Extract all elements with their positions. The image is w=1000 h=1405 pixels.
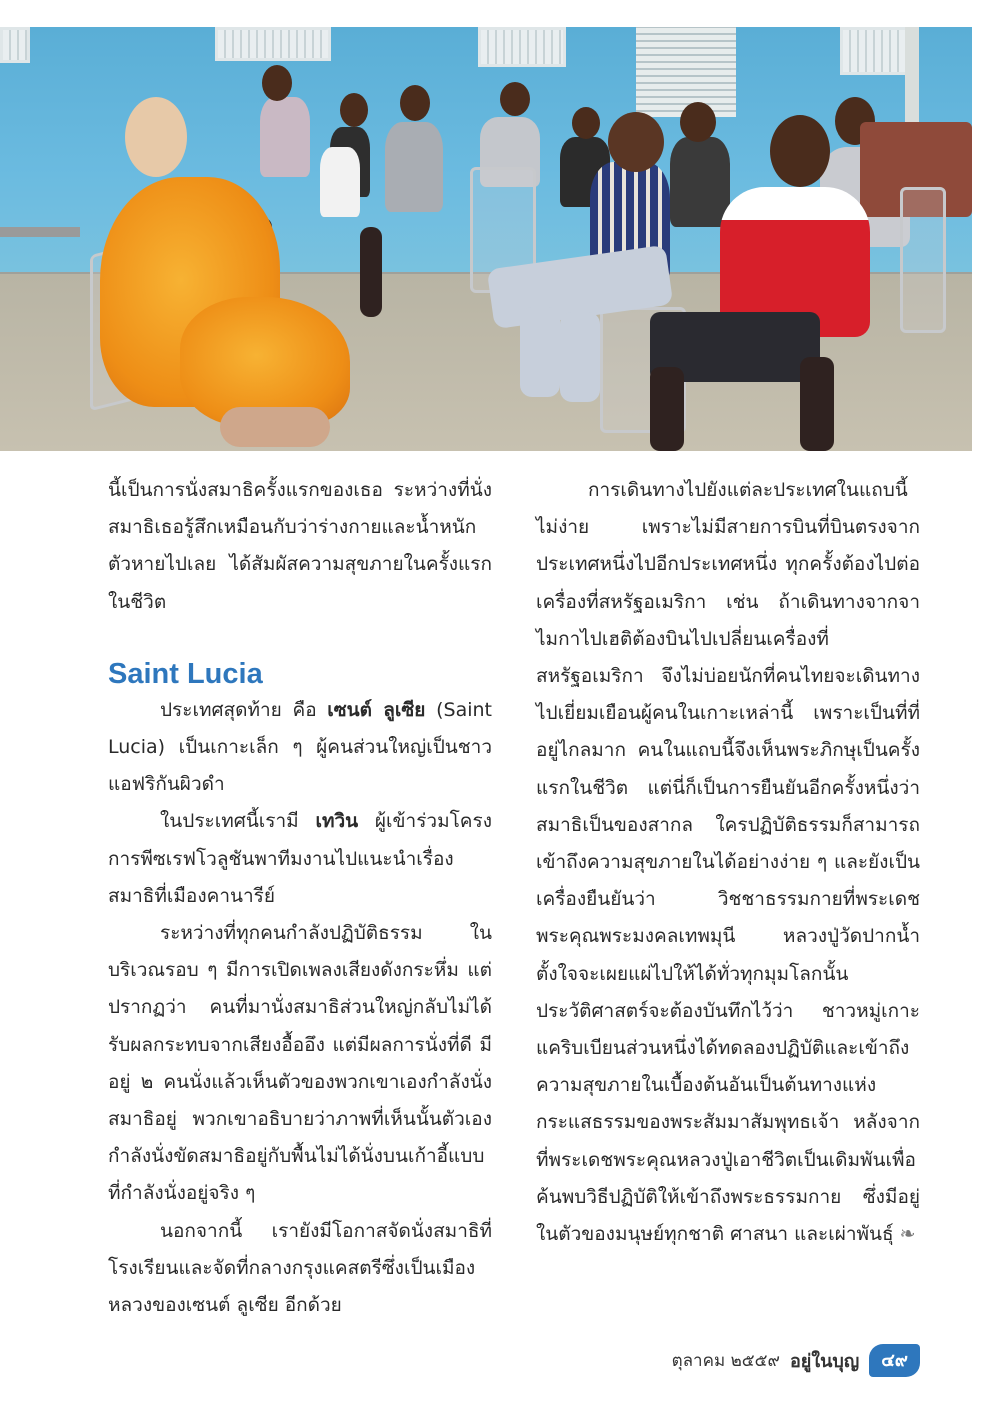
paragraph: [108, 692, 492, 804]
person-shirt: [385, 122, 443, 212]
person-head: [500, 82, 530, 116]
right-column: [536, 472, 920, 1253]
paragraph: [108, 803, 492, 915]
ventilation-grille: [636, 27, 736, 117]
person-shirt: [320, 147, 360, 217]
magazine-name: อยู่ในบุญ: [789, 1350, 860, 1372]
window: [0, 27, 30, 63]
person-head: [400, 85, 430, 121]
person-head: [608, 112, 664, 172]
paragraph: นี้เป็นการนั่งสมาธิครั้งแรกของเธอ ระหว่างที่นั่งสมาธิเธอรู้สึกเหมือนกับว่าร่างกายและน้ำหนักตัวหายไปเลย ได้สัมผัสความสุขภายในครั้งแรกในชีวิต: [108, 479, 492, 613]
chair: [900, 187, 946, 333]
bold-text: เซนต์ ลูเซีย: [327, 698, 426, 721]
person-shirt: [670, 137, 730, 227]
person-head: [572, 107, 600, 139]
paragraph: นอกจากนี้ เรายังมีโอกาสจัดนั่งสมาธิที่โรงเรียนและจัดที่กลางกรุงแคสตรีซึ่งเป็นเมืองหลวงของเซนต์ ลูเซีย อีกด้วย: [108, 1219, 492, 1317]
text: ในประเทศนี้เรามี: [160, 810, 316, 833]
text: ผู้เข้าร่วมโครงการพีซเรฟโวลูชันพาทีมงานไปแนะนำเรื่องสมาธิที่เมืองคานารีย์: [108, 810, 492, 907]
person-legs: [800, 357, 834, 451]
bold-text: เทวิน: [315, 810, 359, 833]
paragraph: ระหว่างที่ทุกคนกำลังปฏิบัติธรรม ในบริเวณรอบ ๆ มีการเปิดเพลงเสียงดังกระหึ่ม แต่ปรากฏว่า คนที่มานั่งสมาธิส่วนใหญ่กลับไม่ได้รับผลกระทบจากเสียงอื้ออึง แต่มีผลการนั่งที่ดี มีอยู่ ๒ คนนั่งแล้วเห็นตัวของพวกเขาเองกำลังนั่งสมาธิอยู่ พวกเขาอธิบายว่าภาพที่เห็นนั้นตัวเองกำลังนั่งขัดสมาธิอยู่กับพื้นไม่ได้นั่งบนเก้าอี้แบบที่กำลังนั่งอยู่จริง ๆ: [108, 922, 492, 1205]
person-head: [680, 102, 716, 142]
text: (Saint Lucia) เป็นเกาะเล็ก ๆ ผู้คนส่วนใหญ่เป็นชาวแอฟริกันผิวดำ: [108, 698, 493, 796]
window: [215, 27, 331, 61]
meditation-photo: [0, 27, 972, 451]
issue-date: ตุลาคม ๒๕๕๙: [671, 1350, 780, 1371]
left-column: [108, 472, 492, 1324]
window: [478, 27, 566, 67]
page-footer: [672, 1345, 920, 1375]
monk-feet: [220, 407, 330, 447]
section-heading: Saint Lucia: [108, 657, 263, 690]
window: [840, 27, 908, 75]
person-legs: [650, 367, 684, 451]
person-pants: [560, 312, 600, 402]
person-shirt: [260, 97, 310, 177]
monk-head: [125, 97, 187, 177]
table: [0, 227, 80, 237]
paragraph: [536, 472, 920, 1253]
text: การเดินทางไปยังแต่ละประเทศในแถบนี้ไม่ง่าย เพราะไม่มีสายการบินที่บินตรงจากประเทศหนึ่งไปอีกประเทศหนึ่ง ทุกครั้งต้องไปต่อเครื่องที่สหรัฐอเมริกา เช่น ถ้าเดินทางจากจาไมกาไปเฮติต้องบินไปเปลี่ยนเครื่องที่สหรัฐอเมริกา จึงไม่บ่อยนักที่คนไทยจะเดินทางไปเยี่ยมเยือนผู้คนในเกาะเหล่านี้ เพราะเป็นที่ที่อยู่ไกลมาก คนในแถบนี้จึงเห็นพระภิกษุเป็นครั้งแรกในชีวิต แต่นี่ก็เป็นการยืนยันอีกครั้งหนึ่งว่า สมาธิเป็นของสากล ใครปฏิบัติธรรมก็สามารถเข้าถึงความสุขภายในได้อย่างง่าย ๆ และยังเป็นเครื่องยืนยันว่า วิชชาธรรมกายที่พระเดชพระคุณพระมงคลเทพมุนี หลวงปู่วัดปากน้ำ ตั้งใจจะเผยแผ่ไปให้ได้ทั่วทุกมุมโลกนั้น ประวัติศาสตร์จะต้องบันทึกไว้ว่า ชาวหมู่เกาะแคริบเบียนส่วนหนึ่งได้ทดลองปฏิบัติและเข้าถึงความสุขภายในเบื้องต้นอันเป็นต้นทางแห่งกระแสธรรมของพระสัมมาสัมพุทธเจ้า หลังจากที่พระเดชพระคุณหลวงปู่เอาชีวิตเป็นเดิมพันเพื่อค้นพบวิธีปฏิบัติให้เข้าถึงพระธรรมกาย ซึ่งมีอยู่ในตัวของมนุษย์ทุกชาติ ศาสนา และเผ่าพันธุ์: [536, 479, 920, 1246]
person-head: [262, 65, 292, 101]
person-pants: [520, 307, 560, 397]
person-legs: [360, 227, 382, 317]
person-head: [340, 93, 368, 127]
person-head: [770, 115, 830, 187]
end-of-article-leaf-icon: ❧: [899, 1223, 916, 1246]
text: ประเทศสุดท้าย คือ: [160, 698, 328, 721]
page-number: ๔๙: [869, 1344, 920, 1377]
